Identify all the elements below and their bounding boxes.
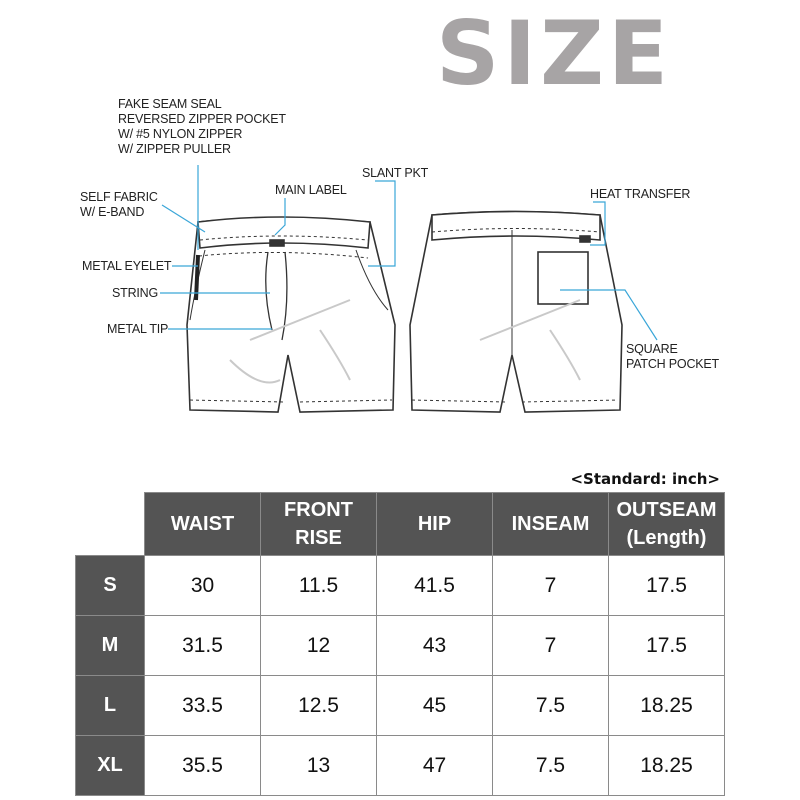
table-cell: 12 xyxy=(261,616,377,676)
callout-heat-transfer: HEAT TRANSFER xyxy=(590,187,691,201)
row-size-label: XL xyxy=(76,736,145,796)
callout-main-label: MAIN LABEL xyxy=(275,183,347,197)
table-cell: 33.5 xyxy=(145,676,261,736)
size-chart-table xyxy=(75,492,725,796)
table-cell: 47 xyxy=(377,736,493,796)
table-cell: 7 xyxy=(493,556,609,616)
table-row xyxy=(76,556,725,616)
table-row xyxy=(76,616,725,676)
callout-metal-tip: METAL TIP xyxy=(107,322,169,336)
row-size-label: S xyxy=(76,556,145,616)
table-row xyxy=(76,736,725,796)
table-cell: 41.5 xyxy=(377,556,493,616)
callout-metal-eyelet: METAL EYELET xyxy=(82,259,172,273)
front-shorts-drawing xyxy=(187,217,395,412)
table-cell: 7 xyxy=(493,616,609,676)
table-cell: 13 xyxy=(261,736,377,796)
table-cell: 45 xyxy=(377,676,493,736)
callout-self-fabric: SELF FABRIC W/ E-BAND xyxy=(80,190,158,219)
row-size-label: M xyxy=(76,616,145,676)
column-header: WAIST xyxy=(145,493,261,556)
table-header-row xyxy=(76,493,725,556)
back-shorts-drawing xyxy=(410,212,622,413)
table-row xyxy=(76,676,725,736)
callout-string: STRING xyxy=(112,286,159,300)
page-title: SIZE xyxy=(436,2,673,105)
column-header: INSEAM xyxy=(493,493,609,556)
table-cell: 35.5 xyxy=(145,736,261,796)
table-cell: 43 xyxy=(377,616,493,676)
table-cell: 7.5 xyxy=(493,736,609,796)
table-cell: 17.5 xyxy=(609,616,725,676)
table-cell: 18.25 xyxy=(609,736,725,796)
table-cell: 18.25 xyxy=(609,676,725,736)
callout-square-patch-pocket: SQUARE PATCH POCKET xyxy=(626,342,719,371)
row-size-label: L xyxy=(76,676,145,736)
callout-zipper-pocket: FAKE SEAM SEAL REVERSED ZIPPER POCKET W/ #5 NYLON ZIPPER W/ ZIPPER PULLER xyxy=(118,97,286,156)
table-cell: 12.5 xyxy=(261,676,377,736)
table-cell: 30 xyxy=(145,556,261,616)
column-header: HIP xyxy=(377,493,493,556)
table-cell: 31.5 xyxy=(145,616,261,676)
callout-slant-pocket: SLANT PKT xyxy=(362,166,429,180)
column-header: FRONT RISE xyxy=(261,493,377,556)
table-corner-cell xyxy=(76,493,145,556)
table-cell: 7.5 xyxy=(493,676,609,736)
table-cell: 11.5 xyxy=(261,556,377,616)
unit-note: <Standard: inch> xyxy=(570,470,720,488)
column-header: OUTSEAM (Length) xyxy=(609,493,725,556)
table-cell: 17.5 xyxy=(609,556,725,616)
